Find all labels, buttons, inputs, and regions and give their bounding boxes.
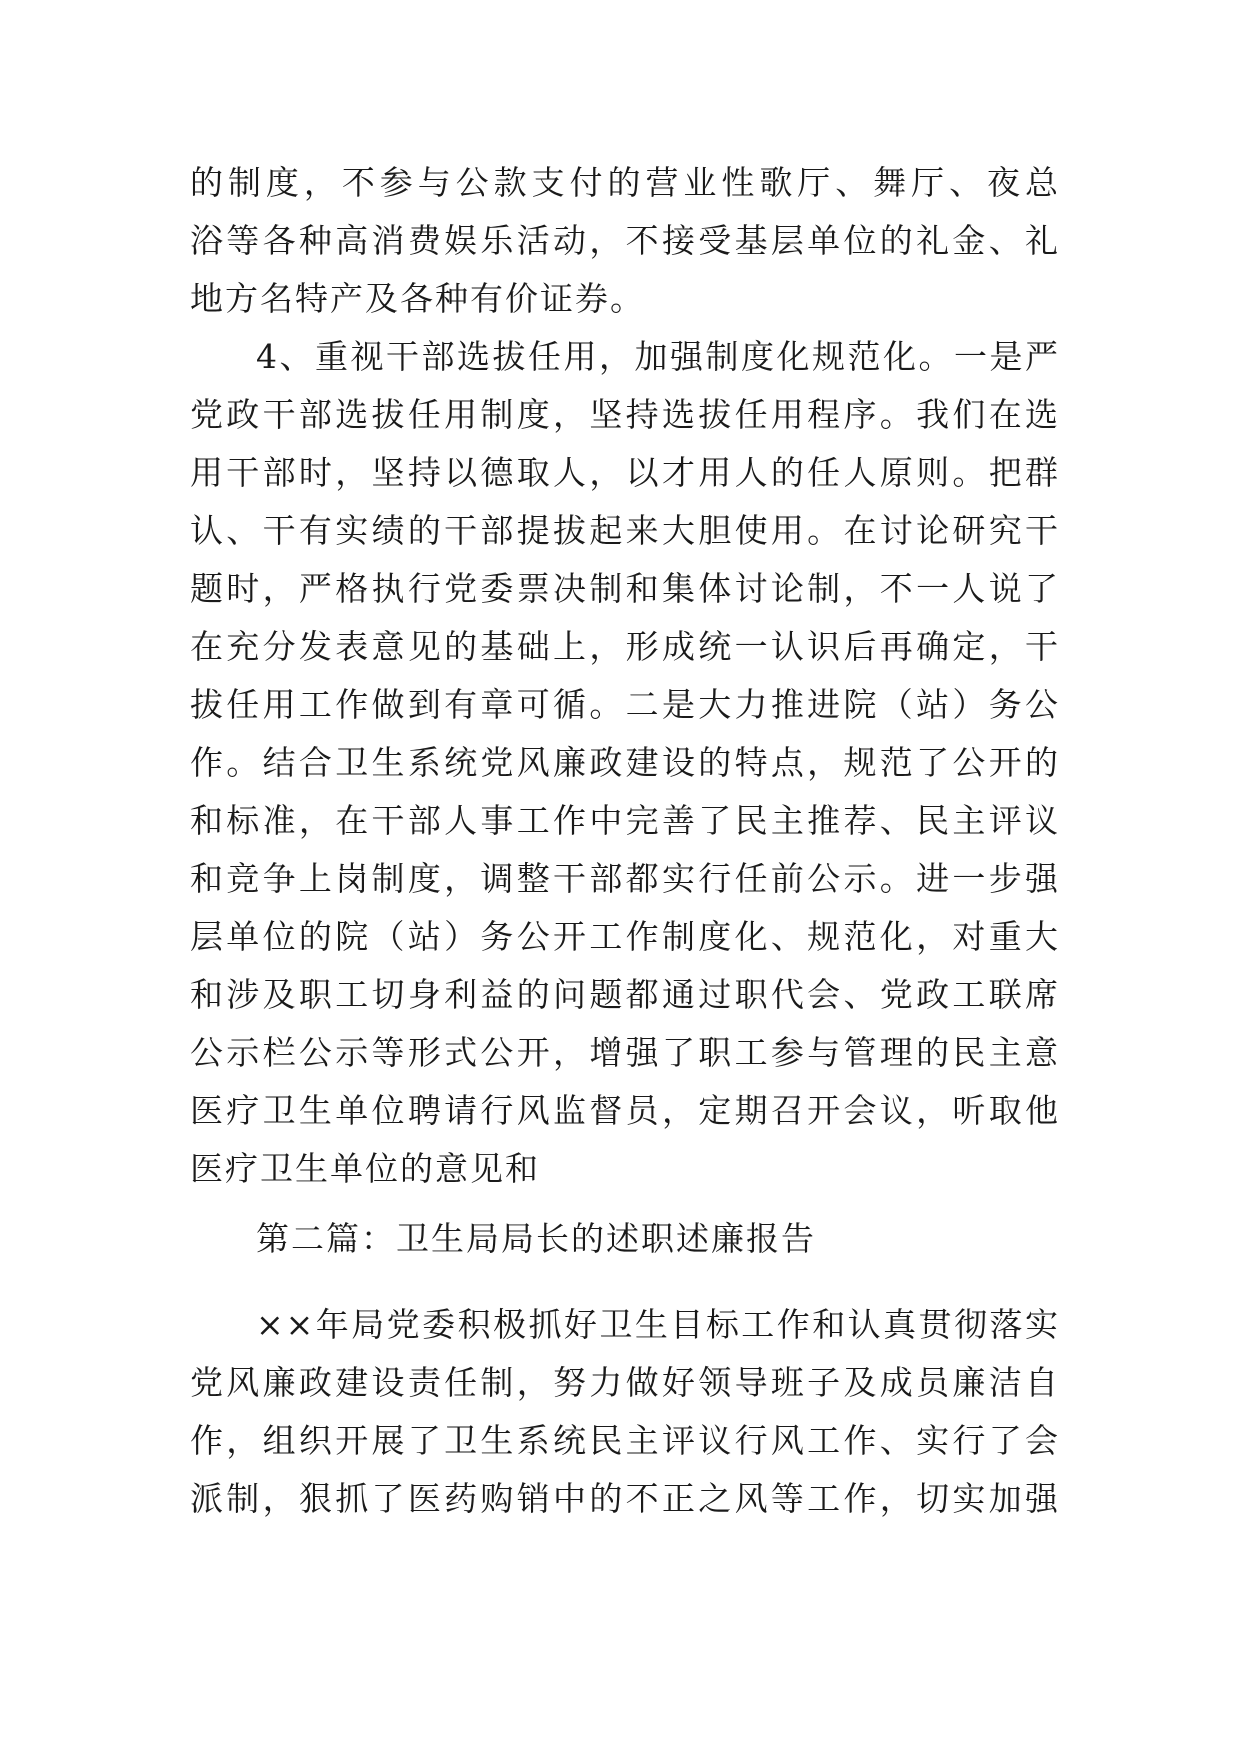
text-line: 派制，狠抓了医药购销中的不正之风等工作，切实加强 bbox=[190, 1479, 1060, 1518]
text-line: 拔任用工作做到有章可循。二是大力推进院（站）务公 bbox=[190, 685, 1060, 724]
text-line: 和竞争上岗制度，调整干部都实行任前公示。进一步强 bbox=[190, 859, 1060, 898]
text-line: 层单位的院（站）务公开工作制度化、规范化，对重大 bbox=[190, 917, 1060, 956]
text-line: 和涉及职工切身利益的问题都通过职代会、党政工联席 bbox=[190, 975, 1060, 1014]
text-line: 题时，严格执行党委票决制和集体讨论制，不一人说了 bbox=[190, 569, 1060, 608]
text-line: 用干部时，坚持以德取人，以才用人的任人原则。把群 bbox=[190, 453, 1060, 492]
section-title: 第二篇：卫生局局长的述职述廉报告 bbox=[256, 1219, 816, 1258]
text-line: 在充分发表意见的基础上，形成统一认识后再确定，干 bbox=[190, 627, 1060, 666]
text-line: 浴等各种高消费娱乐活动，不接受基层单位的礼金、礼 bbox=[190, 221, 1060, 260]
section-heading bbox=[190, 1210, 1060, 1268]
paragraph-report-intro bbox=[190, 1296, 1060, 1528]
text-line: 作，组织开展了卫生系统民主评议行风工作、实行了会 bbox=[190, 1421, 1060, 1460]
text-line: 的制度，不参与公款支付的营业性歌厅、舞厅、夜总 bbox=[190, 163, 1060, 202]
text-line: 和标准，在干部人事工作中完善了民主推荐、民主评议 bbox=[190, 801, 1060, 840]
text-line: 党风廉政建设责任制，努力做好领导班子及成员廉洁自 bbox=[190, 1363, 1060, 1402]
text-line: ××年局党委积极抓好卫生目标工作和认真贯彻落实 bbox=[256, 1305, 1060, 1344]
text-line: 4、重视干部选拔任用，加强制度化规范化。一是严 bbox=[256, 337, 1060, 376]
paragraph-conduct-rules bbox=[190, 154, 1060, 328]
text-line: 医疗卫生单位聘请行风监督员，定期召开会议，听取他 bbox=[190, 1091, 1060, 1130]
text-line: 作。结合卫生系统党风廉政建设的特点，规范了公开的 bbox=[190, 743, 1060, 782]
text-line: 地方名特产及各种有价证券。 bbox=[190, 279, 645, 318]
text-line: 医疗卫生单位的意见和 bbox=[190, 1149, 540, 1188]
text-line: 公示栏公示等形式公开，增强了职工参与管理的民主意 bbox=[190, 1033, 1060, 1072]
text-line: 党政干部选拔任用制度，坚持选拔任用程序。我们在选 bbox=[190, 395, 1060, 434]
paragraph-cadre-selection bbox=[190, 328, 1060, 1198]
text-line: 认、干有实绩的干部提拔起来大胆使用。在讨论研究干 bbox=[190, 511, 1060, 550]
